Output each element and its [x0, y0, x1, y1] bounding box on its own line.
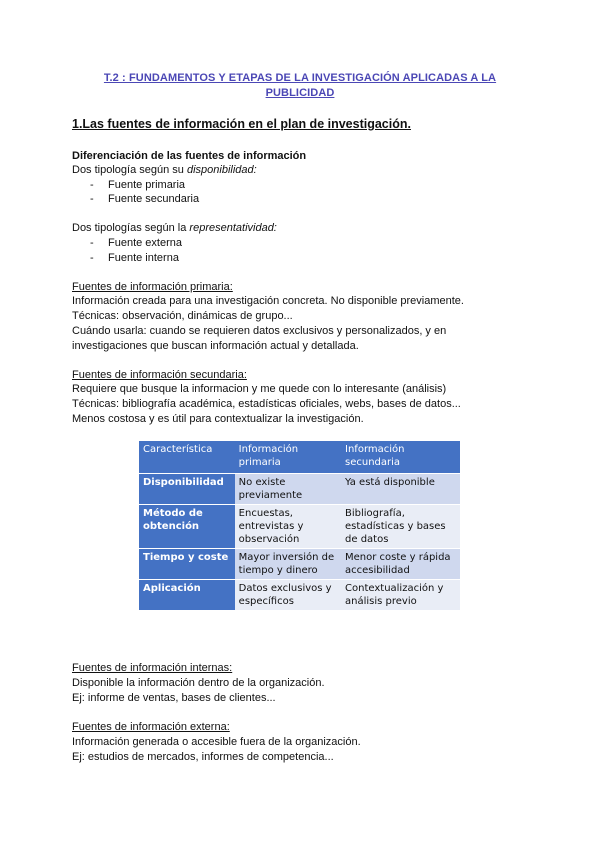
paragraph-line: investigaciones que buscan información actual y detallada.: [72, 340, 359, 352]
intro-text: Dos tipología según su: [72, 164, 187, 176]
list-item-text: Fuente externa: [108, 237, 182, 249]
disponibilidad-intro: [72, 163, 257, 178]
primaria-heading: Fuentes de información primaria:: [72, 281, 233, 293]
paragraph-line: Ej: informe de ventas, bases de clientes...: [72, 692, 276, 704]
table-row-header: Método de obtención: [139, 505, 235, 549]
document-title: T.2 : FUNDAMENTOS Y ETAPAS DE LA INVESTIGACIÓN APLICADAS A LA PUBLICIDAD: [103, 72, 497, 99]
paragraph-line: Menos costosa y es útil para contextualizar la investigación.: [72, 413, 364, 425]
table-row-header: Aplicación: [139, 580, 235, 611]
list-item: - Fuente primaria: [90, 179, 186, 191]
paragraph-line: Información creada para una investigación concreta. No disponible previamente.: [72, 295, 464, 307]
table-cell: Contextualización y análisis previo: [341, 580, 460, 611]
table-cell: Encuestas, entrevistas y observación: [235, 505, 341, 549]
paragraph-line: Técnicas: observación, dinámicas de grupo...: [72, 310, 293, 322]
paragraph-line: Disponible la información dentro de la organización.: [72, 677, 325, 689]
table-header-cell: Información primaria: [235, 441, 341, 474]
table-cell: No existe previamente: [235, 474, 341, 505]
internas-heading: Fuentes de información internas:: [72, 662, 233, 674]
list-item-text: Fuente secundaria: [108, 193, 200, 205]
intro-emphasis: disponibilidad:: [186, 164, 257, 176]
table-row: [139, 549, 460, 580]
paragraph-line: Información generada o accesible fuera de la organización.: [72, 736, 361, 748]
subheading: Diferenciación de las fuentes de información: [72, 150, 307, 162]
table-row: [139, 474, 460, 505]
section-heading: 1.Las fuentes de información en el plan de investigación.: [72, 117, 411, 131]
intro-text: Dos tipologías según la: [72, 222, 190, 234]
externa-heading: Fuentes de información externa:: [72, 721, 230, 733]
paragraph-line: Requiere que busque la informacion y me quede con lo interesante (análisis): [72, 383, 447, 395]
paragraph-line: Cuándo usarla: cuando se requieren datos exclusivos y personalizados, y en: [72, 325, 447, 337]
table-row: [139, 580, 460, 611]
table-row-header: Disponibilidad: [139, 474, 235, 505]
table-cell: Ya está disponible: [341, 474, 460, 505]
representatividad-intro: [72, 221, 277, 236]
table-row: [139, 505, 460, 549]
list-item: - Fuente secundaria: [90, 193, 200, 205]
table-header-cell: Información secundaria: [341, 441, 460, 474]
table-row-header: Tiempo y coste: [139, 549, 235, 580]
secundaria-heading: Fuentes de información secundaria:: [72, 369, 247, 381]
table-header-cell: Característica: [139, 441, 235, 474]
table-cell: Bibliografía, estadísticas y bases de datos: [341, 505, 460, 549]
table-header-row: [139, 441, 460, 474]
list-item-text: Fuente interna: [108, 252, 179, 264]
list-item-text: Fuente primaria: [108, 179, 186, 191]
paragraph-line: Ej: estudios de mercados, informes de competencia...: [72, 751, 334, 763]
list-item: - Fuente interna: [90, 252, 179, 264]
table-cell: Menor coste y rápida accesibilidad: [341, 549, 460, 580]
table-cell: Datos exclusivos y específicos: [235, 580, 341, 611]
comparison-table: [139, 441, 460, 611]
table-cell: Mayor inversión de tiempo y dinero: [235, 549, 341, 580]
list-item: - Fuente externa: [90, 237, 182, 249]
paragraph-line: Técnicas: bibliografía académica, estadísticas oficiales, webs, bases de datos...: [72, 398, 461, 410]
intro-emphasis: representatividad:: [189, 222, 277, 234]
